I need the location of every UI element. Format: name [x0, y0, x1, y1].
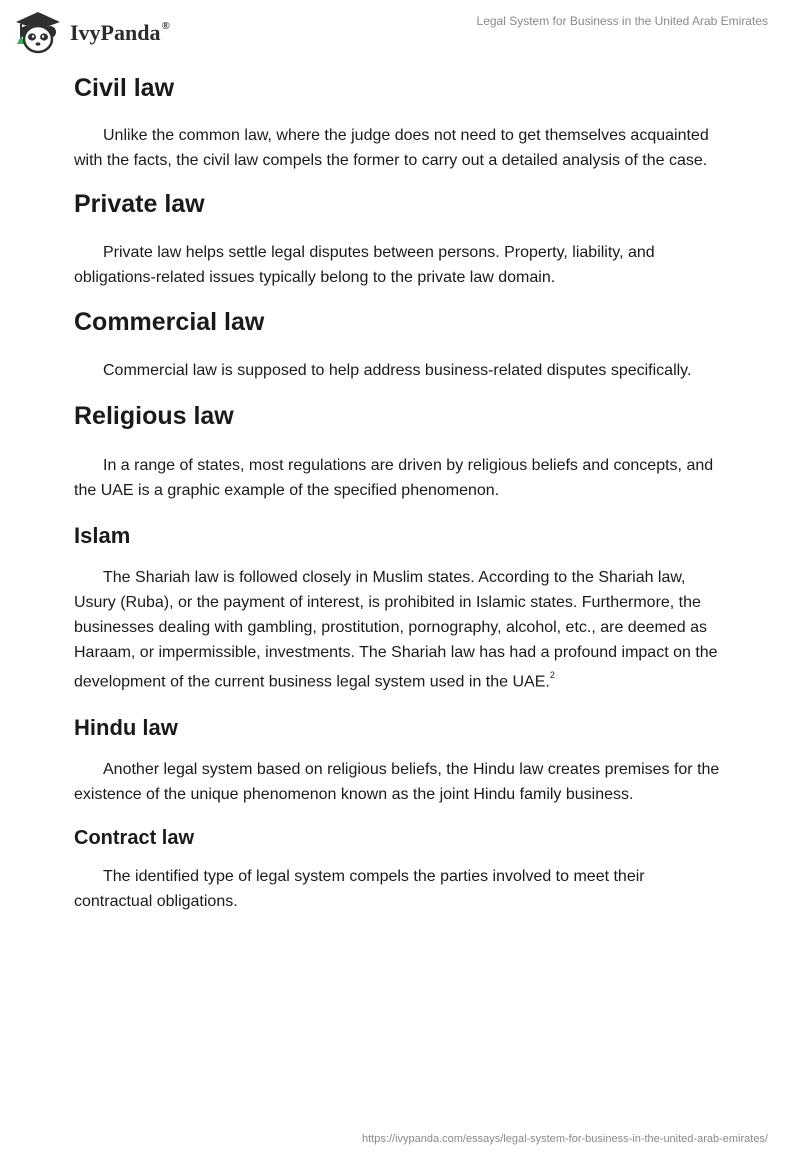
- brand-name: IvyPanda®: [70, 19, 170, 45]
- paragraph-hindu-law: Another legal system based on religious beliefs, the Hindu law creates premises for the existence of the unique phenomenon known as the joint Hindu family business.: [74, 761, 720, 804]
- footnote-marker[interactable]: 2: [549, 670, 555, 680]
- site-logo[interactable]: [12, 8, 170, 56]
- panda-graduate-icon: [12, 8, 64, 56]
- heading-commercial-law: Commercial law: [74, 308, 265, 336]
- heading-civil-law: Civil law: [74, 74, 175, 102]
- source-url-link[interactable]: https://ivypanda.com/essays/legal-system-for-business-in-the-united-arab-emirates/: [362, 1133, 768, 1145]
- paragraph-islam: The Shariah law is followed closely in Muslim states. According to the Shariah law, Usury (Ruba), or the payment of interest, is prohibited in Islamic states. Furthermore, the businesses dealing with gambling, prostitution, pornography, alcohol, etc., are deemed as Haraam, or impermissible, investments. The Shariah law has had a profound impact on the development of the current business legal system used in the UAE.$^2$: [74, 569, 718, 691]
- paragraph-religious-law: In a range of states, most regulations are driven by religious beliefs and concepts, and the UAE is a graphic example of the specified phenomenon.: [74, 457, 714, 499]
- paragraph-private-law: Private law helps settle legal disputes between persons. Property, liability, and obligations-related issues typically belong to the private law domain.: [74, 244, 655, 286]
- document-title: Legal System for Business in the United Arab Emirates: [476, 14, 768, 28]
- registered-mark: ®: [161, 19, 170, 32]
- paragraph-contract-law: The identified type of legal system compels the parties involved to meet their contractual obligations.: [74, 868, 645, 911]
- heading-islam: Islam: [74, 523, 131, 548]
- paragraph-civil-law: Unlike the common law, where the judge does not need to get themselves acquainted with the facts, the civil law compels the former to carry out a detailed analysis of the case.: [74, 127, 709, 169]
- heading-hindu-law: Hindu law: [74, 715, 178, 741]
- essay-content: [74, 72, 724, 914]
- heading-contract-law: Contract law: [74, 827, 195, 850]
- paragraph-commercial-law: Commercial law is supposed to help address business-related disputes specifically.: [103, 362, 692, 379]
- heading-religious-law: Religious law: [74, 402, 234, 430]
- heading-private-law: Private law: [74, 190, 205, 218]
